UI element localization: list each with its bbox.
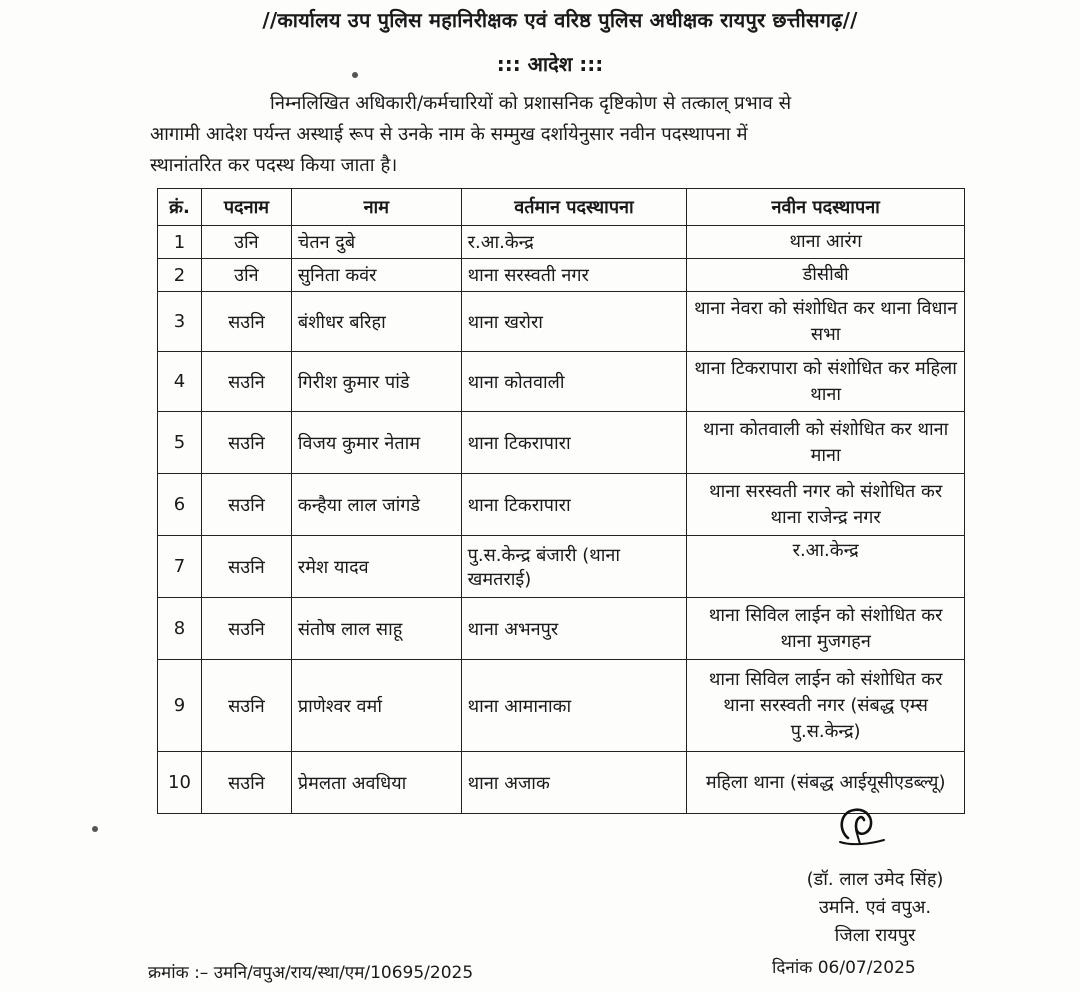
- cell-new-posting: थाना नेवरा को संशोधित कर थाना विधान सभा: [687, 292, 965, 352]
- table-row: [158, 259, 965, 292]
- table-row: [158, 474, 965, 536]
- table-row: [158, 412, 965, 474]
- cell-new-posting: महिला थाना (संबद्ध आईयूसीएडब्ल्यू): [687, 752, 965, 814]
- cell-name: प्रेमलता अवधिया: [291, 752, 461, 814]
- cell-new-posting: थाना सरस्वती नगर को संशोधित कर थाना राजेन्द्र नगर: [687, 474, 965, 536]
- cell-current-posting: थाना टिकरापारा: [461, 474, 687, 536]
- table-row: [158, 292, 965, 352]
- header-rank: पदनाम: [201, 189, 291, 226]
- cell-sn: 5: [158, 412, 202, 474]
- cell-name: रमेश यादव: [291, 536, 461, 598]
- cell-current-posting: थाना आमानाका: [461, 660, 687, 752]
- cell-name: विजय कुमार नेताम: [291, 412, 461, 474]
- cell-sn: 10: [158, 752, 202, 814]
- office-heading: //कार्यालय उप पुलिस महानिरीक्षक एवं वरिष्ठ पुलिस अधीक्षक रायपुर छत्तीसगढ़//: [262, 8, 858, 32]
- order-title: ::: आदेश :::: [496, 52, 604, 76]
- cell-new-posting: थाना सिविल लाईन को संशोधित कर थाना मुजगहन: [687, 598, 965, 660]
- cell-rank: सउनि: [201, 660, 291, 752]
- cell-rank: उनि: [201, 259, 291, 292]
- cell-new-posting: थाना टिकरापारा को संशोधित कर महिला थाना: [687, 352, 965, 412]
- cell-current-posting: थाना कोतवाली: [461, 352, 687, 412]
- cell-name: चेतन दुबे: [291, 226, 461, 259]
- cell-name: बंशीधर बरिहा: [291, 292, 461, 352]
- cell-name: गिरीश कुमार पांडे: [291, 352, 461, 412]
- cell-current-posting: थाना खरोरा: [461, 292, 687, 352]
- cell-new-posting: डीसीबी: [687, 259, 965, 292]
- cell-rank: उनि: [201, 226, 291, 259]
- signatory-name: (डॉ. लाल उमेद सिंह): [806, 869, 944, 890]
- cell-current-posting: थाना अभनपुर: [461, 598, 687, 660]
- cell-new-posting: थाना कोतवाली को संशोधित कर थाना माना: [687, 412, 965, 474]
- paragraph-line-3: स्थानांतरित कर पदस्थ किया जाता है।: [150, 155, 398, 176]
- table-row: [158, 352, 965, 412]
- paragraph-line-2: आगामी आदेश पर्यन्त अस्थाई रूप से उनके नाम के सम्मुख दर्शायेनुसार नवीन पदस्थापना में: [150, 124, 748, 145]
- ink-dot: [352, 72, 358, 78]
- signatory-district: जिला रायपुर: [834, 925, 916, 946]
- cell-rank: सउनि: [201, 752, 291, 814]
- cell-rank: सउनि: [201, 352, 291, 412]
- header-sn: क्रं.: [158, 189, 202, 226]
- order-date: दिनांक 06/07/2025: [772, 958, 916, 978]
- cell-new-posting: थाना सिविल लाईन को संशोधित कर थाना सरस्वती नगर (संबद्ध एम्स पु.स.केन्द्र): [687, 660, 965, 752]
- cell-sn: 8: [158, 598, 202, 660]
- cell-sn: 9: [158, 660, 202, 752]
- header-name: नाम: [291, 189, 461, 226]
- cell-name: संतोष लाल साहू: [291, 598, 461, 660]
- cell-rank: सउनि: [201, 598, 291, 660]
- cell-new-posting: र.आ.केन्द्र: [687, 536, 965, 598]
- cell-current-posting: थाना अजाक: [461, 752, 687, 814]
- table-row: [158, 536, 965, 598]
- cell-name: सुनिता कवंर: [291, 259, 461, 292]
- cell-current-posting: र.आ.केन्द्र: [461, 226, 687, 259]
- cell-rank: सउनि: [201, 474, 291, 536]
- cell-sn: 7: [158, 536, 202, 598]
- cell-sn: 4: [158, 352, 202, 412]
- cell-sn: 1: [158, 226, 202, 259]
- cell-sn: 6: [158, 474, 202, 536]
- signatory-block: [770, 866, 980, 950]
- cell-rank: सउनि: [201, 412, 291, 474]
- signature-mark: [830, 800, 890, 850]
- header-current-posting: वर्तमान पदस्थापना: [461, 189, 687, 226]
- transfer-table: [157, 188, 965, 814]
- ink-dot: [92, 826, 98, 832]
- cell-current-posting: थाना टिकरापारा: [461, 412, 687, 474]
- table-header-row: [158, 189, 965, 226]
- table-row: [158, 660, 965, 752]
- cell-sn: 3: [158, 292, 202, 352]
- cell-rank: सउनि: [201, 292, 291, 352]
- table-row: [158, 598, 965, 660]
- cell-current-posting: पु.स.केन्द्र बंजारी (थाना खमतराई): [461, 536, 687, 598]
- table-row: [158, 226, 965, 259]
- signatory-designation: उमनि. एवं वपुअ.: [818, 897, 932, 918]
- cell-name: प्राणेश्वर वर्मा: [291, 660, 461, 752]
- cell-rank: सउनि: [201, 536, 291, 598]
- cell-name: कन्हैया लाल जांगडे: [291, 474, 461, 536]
- cell-current-posting: थाना सरस्वती नगर: [461, 259, 687, 292]
- cell-new-posting: थाना आरंग: [687, 226, 965, 259]
- order-paragraph: [150, 88, 980, 181]
- header-new-posting: नवीन पदस्थापना: [687, 189, 965, 226]
- cell-sn: 2: [158, 259, 202, 292]
- paragraph-line-1: निम्नलिखित अधिकारी/कर्मचारियों को प्रशासनिक दृष्टिकोण से तत्काल् प्रभाव से: [270, 93, 792, 114]
- reference-number: क्रमांक :– उमनि/वपुअ/राय/स्था/एम/10695/2025: [148, 963, 474, 983]
